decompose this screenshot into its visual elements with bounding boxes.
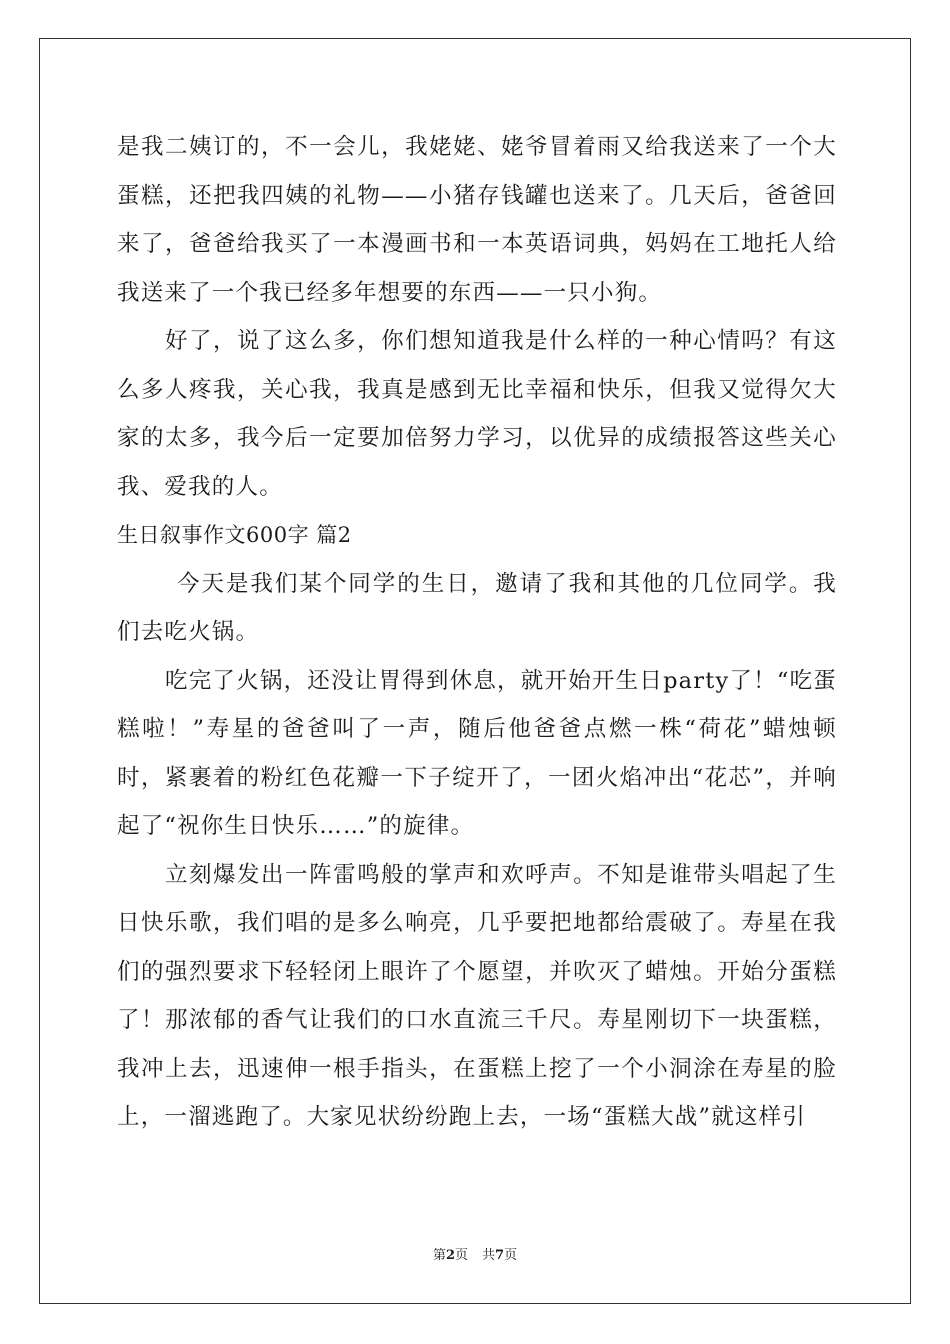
page-prefix: 第: [432, 1248, 446, 1263]
page-current-number: 2: [445, 1248, 455, 1263]
page-suffix: 页: [454, 1248, 468, 1263]
document-body: [117, 123, 837, 1142]
total-prefix: 共: [482, 1248, 496, 1263]
paragraph-cake-fight: 立刻爆发出一阵雷鸣般的掌声和欢呼声。不知是谁带头唱起了生日快乐歌，我们唱的是多么响亮，几乎要把地都给震破了。寿星在我们的强烈要求下轻轻闭上眼许了个愿望，并吹灭了蜡烛。开始分蛋糕了！那浓郁的香气让我们的口水直流三千尺。寿星刚切下一块蛋糕，我冲上去，迅速伸一根手指头，在蛋糕上挖了一个小洞涂在寿星的脸上，一溜逃跑了。大家见状纷纷跑上去，一场“蛋糕大战”就这样引: [117, 861, 837, 1130]
paragraph-party: 吃完了火锅，还没让胃得到休息，就开始开生日party了！“吃蛋糕啦！”寿星的爸爸叫了一声，随后他爸爸点燃一株“荷花”蜡烛顿时，紧裹着的粉红色花瓣一下子绽开了，一团火焰冲出“花芯”，并响起了“祝你生日快乐……”的旋律。: [117, 667, 837, 839]
paragraph-continued: 是我二姨订的，不一会儿，我姥姥、姥爷冒着雨又给我送来了一个大蛋糕，还把我四姨的礼物——小猪存钱罐也送来了。几天后，爸爸回来了，爸爸给我买了一本漫画书和一本英语词典，妈妈在工地托人给我送来了一个我已经多年想要的东西——一只小狗。: [117, 134, 837, 306]
paragraph-intro: 今天是我们某个同学的生日，邀请了我和其他的几位同学。我们去吃火锅。: [117, 570, 837, 645]
page-footer: [0, 1247, 950, 1265]
paragraph-feelings: 好了，说了这么多，你们想知道我是什么样的一种心情吗？有这么多人疼我，关心我，我真是感到无比幸福和快乐，但我又觉得欠大家的太多，我今后一定要加倍努力学习，以优异的成绩报答这些关心我、爱我的人。: [117, 328, 837, 500]
total-suffix: 页: [504, 1248, 518, 1263]
page-total-number: 7: [495, 1248, 505, 1263]
section-heading: 生日叙事作文600字 篇2: [117, 523, 352, 547]
